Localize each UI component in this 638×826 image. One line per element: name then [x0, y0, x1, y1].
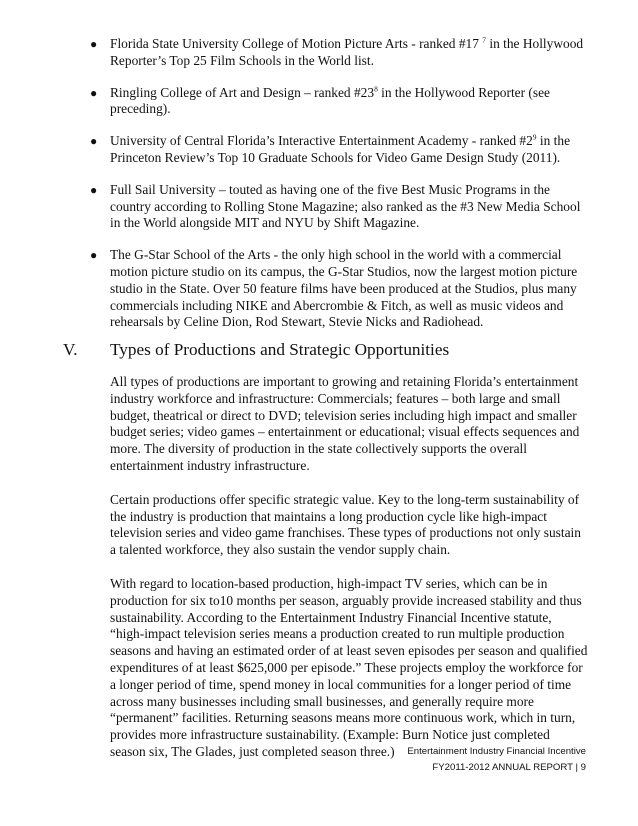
footnote-ref: 9 [532, 132, 537, 142]
footer-page-label: FY2011-2012 ANNUAL REPORT | 9 [432, 761, 586, 773]
section-title: Types of Productions and Strategic Opportunities [110, 340, 450, 359]
bullet-icon: ● [90, 134, 98, 149]
footer-report-name: Entertainment Industry Financial Incentive [407, 746, 586, 757]
bullet-item-fsu: ● Florida State University College of Motion Picture Arts - ranked #17 $^7$ in the Hollywood Reporter’s Top 25 Film Schools in the World list. [90, 35, 584, 68]
bullet-item-ringling: ● Ringling College of Art and Design – ranked $\#23^8$ in the Hollywood Reporter (see preceding). [90, 84, 550, 117]
footnote-ref: 8 [374, 84, 378, 94]
bullet-icon: ● [90, 248, 98, 263]
page-footer [407, 744, 586, 775]
bullet-item-full-sail: ● Full Sail University – touted as having one of the five Best Music Programs in the country according to Rolling Stone Magazine; also ranked as the #3 New Media School in the World alongside MIT and NYU by Shift Magazine. [90, 181, 581, 231]
paragraph: Certain productions offer specific strategic value. Key to the long-term sustainability of the industry is production that maintains a long production cycle like high-impact television series and video game franchises. These types of productions not only sustain a talented workforce, they also sustain the vendor supply chain. [110, 491, 581, 558]
bullet-icon: ● [90, 37, 98, 51]
section-body [110, 374, 588, 778]
bullet-icon: ● [90, 182, 98, 197]
footnote-ref: 7 [482, 35, 487, 45]
bullet-item-ucf: ● University of Central Florida’s Interactive Entertainment Academy - ranked $\#2^9$ in the Princeton Review’s Top 10 Graduate Schools for Video Game Design Study (2011). [90, 132, 571, 165]
bullet-item-g-star: ● The G-Star School of the Arts - the only high school in the world with a commercial motion picture studio on its campus, the G-Star Studios, now the largest motion picture studio in the State. Over 50 feature films have been produced at the Studios, plus many commercials including NIKE and Abercrombie & Fitch, as well as music videos and rehearsals by Celine Dion, Rod Stewart, Stevie Nicks and Radiohead. [90, 247, 578, 330]
section-number: V. [63, 340, 78, 359]
bullet-icon: ● [90, 85, 98, 100]
paragraph: All types of productions are important to growing and retaining Florida’s entertainment industry workforce and infrastructure: Commercials; features – both large and small budget, theatrical or direct to DVD; television series including high impact and smaller budget series; video games – entertainment or educational; visual effects sequences and more. The diversity of production in the state collectively supports the overall entertainment industry infrastructure. [110, 374, 580, 473]
ranking-bullet-list [0, 36, 638, 346]
paragraph: With regard to location-based production, high-impact TV series, which can be in production for six to10 months per season, arguably provide increased stability and thus sustainability. According to the Entertainment Industry Financial Incentive statute, “high-impact television series means a production created to run multiple production seasons and having an estimated order of at least seven episodes per season and qualified expenditures of at least $625,000 per episode.” These projects employ the workforce for a longer period of time, spend money in local communities for a longer period of time across many businesses including small businesses, and generally require more “permanent” facilities. Returning seasons means more continuous work, which in turn, provides more infrastructure sustainability. (Example: Burn Notice just completed season six, The Glades, just completed season three.) [110, 575, 588, 759]
